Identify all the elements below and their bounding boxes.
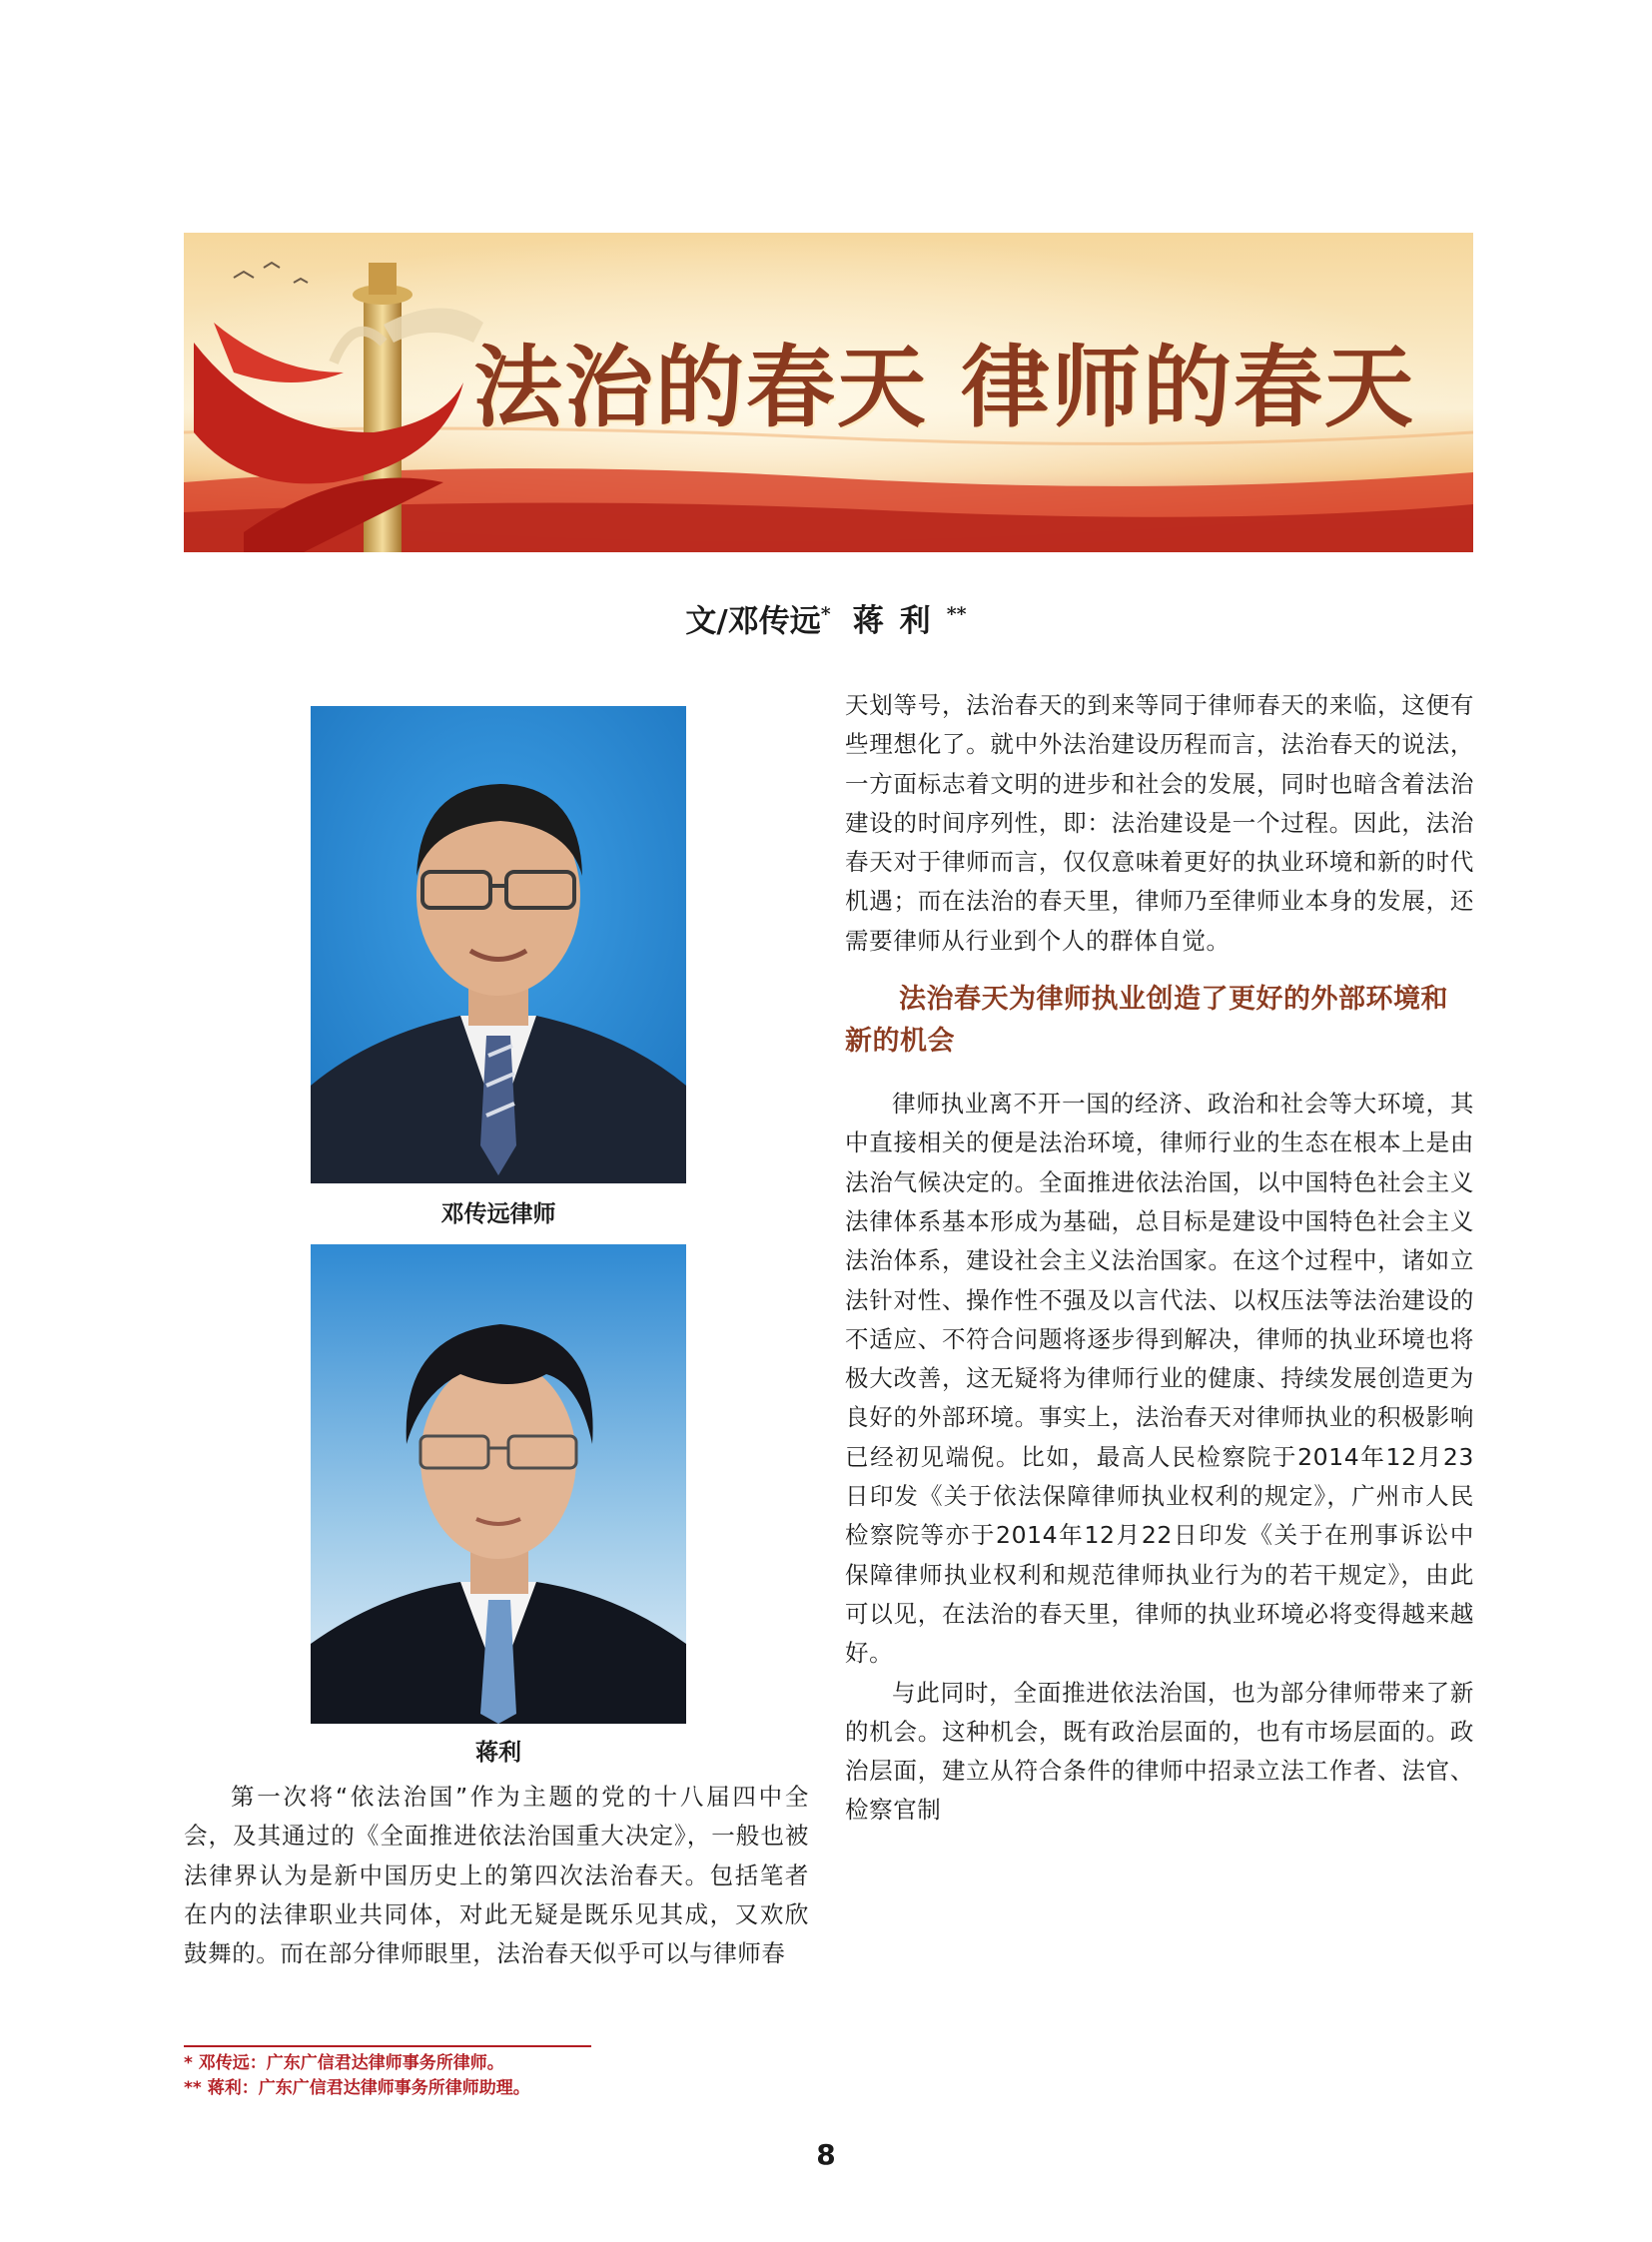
author-photo-2 xyxy=(311,1244,686,1724)
banner-title: 法治的春天 律师的春天 xyxy=(473,336,1415,439)
byline-name-2: 蒋利 xyxy=(852,603,947,640)
right-column xyxy=(845,686,1474,1831)
byline-mark-2: ** xyxy=(946,603,967,625)
footnotes xyxy=(184,2051,883,2101)
section-heading: 法治春天为律师执业创造了更好的外部环境和新的机会 xyxy=(845,984,1448,1058)
paragraph: 第一次将“依法治国”作为主题的党的十八届四中全会，及其通过的《全面推进依法治国重大决定》，一般也被法律界认为是新中国历史上的第四次法治春天。包括笔者在内的法律职业共同体，对此无疑是既乐见其成，又欢欣鼓舞的。而在部分律师眼里，法治春天似乎可以与律师春 xyxy=(184,1783,809,1968)
author-photo-1 xyxy=(311,706,686,1183)
footnote-2: ** 蒋利：广东广信君达律师事务所律师助理。 xyxy=(184,2078,530,2098)
left-column xyxy=(184,1778,809,1973)
footnote-1: * 邓传远：广东广信君达律师事务所律师。 xyxy=(184,2053,504,2073)
paragraph-continuation: 天划等号，法治春天的到来等同于律师春天的来临，这便有些理想化了。就中外法治建设历程而言，法治春天的说法，一方面标志着文明的进步和社会的发展，同时也暗含着法治建设的时间序列性，即：法治建设是一个过程。因此，法治春天对于律师而言，仅仅意味着更好的执业环境和新的时代机遇；而在法治的春天里，律师乃至律师业本身的发展，还需要律师从行业到个人的群体自觉。 xyxy=(845,691,1474,955)
page-number: 8 xyxy=(816,2138,836,2171)
byline-mark-1: * xyxy=(820,603,831,625)
photo-caption-1: 邓传远律师 xyxy=(440,1201,556,1227)
photo-caption-2: 蒋利 xyxy=(475,1740,521,1766)
footnote-divider xyxy=(184,2045,591,2047)
paragraph: 与此同时，全面推进依法治国，也为部分律师带来了新的机会。这种机会，既有政治层面的，也有市场层面的。政治层面，建立从符合条件的律师中招录立法工作者、法官、检察官制 xyxy=(845,1678,1474,1825)
byline xyxy=(0,589,1652,639)
byline-prefix: 文/邓传远 xyxy=(685,603,821,640)
header-banner xyxy=(184,233,1473,552)
paragraph: 律师执业离不开一国的经济、政治和社会等大环境，其中直接相关的便是法治环境，律师行业的生态在根本上是由法治气候决定的。全面推进依法治国，以中国特色社会主义法律体系基本形成为基础，总目标是建设中国特色社会主义法治体系，建设社会主义法治国家。在这个过程中，诸如立法针对性、操作性不强及以言代法、以权压法等法治建设的不适应、不符合问题将逐步得到解决，律师的执业环境也将极大改善，这无疑将为律师行业的健康、持续发展创造更为良好的外部环境。事实上，法治春天对律师执业的积极影响已经初见端倪。比如，最高人民检察院于2014年12月23日印发《关于依法保障律师执业权利的规定》，广州市人民检察院等亦于2014年12月22日印发《关于在刑事诉讼中保障律师执业权利和规范律师执业行为的若干规定》，由此可以见，在法治的春天里，律师的执业环境必将变得越来越好。 xyxy=(845,1090,1474,1668)
